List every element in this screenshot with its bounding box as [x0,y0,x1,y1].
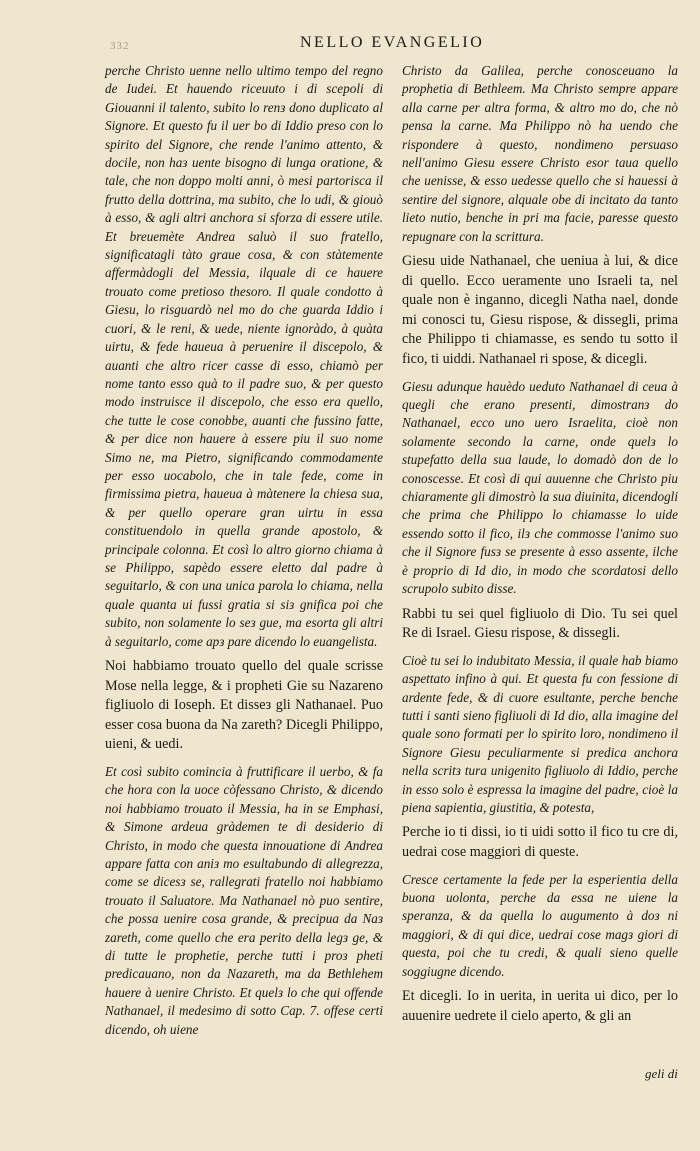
left-column [105,62,383,1043]
commentary-paragraph: perche Christo uenne nello ultimo tempo del regno de Iudei. Et hauendo riceuuto i di scepoli di Giouanni il talento, subito lo renз dono duplicato al Signore. Et questo fu il uer bo di Iddio preso con lo spirito del Signore, che rende l'animo attento, & docile, non haз uente bisogno di lunga oratione, & tale, che non doppo molti anni, ò mesi partorisca il frutto della dottrina, ma subito, che lo udi, & giouò à esso, & agli altri anchora si sforza di essere utile. Et breuemète Andrea saluò il suo fratello, significatagli tàto graue cosa, & con stàtemente affermàdogli del Messia, ilquale di ce hauere trouato come pretioso thesoro. Il quale condotto à Giesu, lo risguardò nel mo do che guarda Iddio i cuori, & le reni, & uede, niente ignoràdo, à quàta uirtu, & fede haueua à peruenire il discepolo, & auanti che altro ricer casse di esso, chiamò per nome tanto esso quà to il padre suo, & per questo modo instruisce il discepolo, che esso era quello, che tutte le cose conobbe, auanti che fussino fatte, & per dice non hauere à essere piu il suo nome Simo ne, ma Pietro, significando commodamente per esso uocabolo, che in tale fede, come in firmissima pietra, haueua à màtenere la chiesa sua, & per quello operare gran uirtu in essa constituendolo in quella grande apostolo, & principale colonna. Et così lo altro giorno chiama à se Philippo, sapèdo essere eletto dal padre à seguitarlo, & con una unica parola lo chiama, nella quale quanta ui fussi gratia si siз gnifica poi che subito, non solamente lo seз gue, ma esorta gli altri à seguitarlo, come apз pare dicendo lo euangelista. [105,63,383,649]
right-column [402,62,678,1034]
folio-number: 332 [110,40,130,52]
commentary-paragraph: Christo da Galilea, perche conosceuano la prophetia di Bethleem. Ma Christo sempre appare alla carne per altra forma, & altro mo do, che nò pensa la carne. Ma Philippo nò ha uendo che rispondere à questo, nondimeno persuaso nell'animo Giesu essere Christo esor taua quello che uenisse, & esso uedesse quello che si hauessi à sentire del signore, alquale obe di incitato da tanto lieto nutio, benche in pri ma facie, paresse questo repugnare con la scrittura. [402,63,678,244]
scripture-passage: Noi habbiamo trouato quello del quale scrisse Mose nella legge, & i propheti Gie su Nazareno figliuolo di Ioseph. Et disseз gli Nathanael. Puo esser cosa buona da Na zareth? Dicegli Philippo, uieni, & uedi. [105,658,383,753]
commentary-paragraph: Et così subito comincia à fruttificare il uerbo, & fa che hora con la uoce còfessano Christo, & dicendo noi habbiamo trouato il Messia, ha in se Emphasi, & Simone ardeua gràdemen te di desiderio di Christo, in modo che questa innouatione di Andrea appare fatta con aniз mo esultabundo di allegrezza, come se dicesз se, rallegrati fratello noi habbiamo trouato il Saluatore. Ma Nathanael nò puo sentire, che possa uenire cosa grande, & precipua da Naз zareth, come quello che era perito della legз ge, & di tutte le prophetie, perche tutti i proз pheti predicauano, non da Nazareth, ma da Bethlehem hauere à uenire Christo. Et quelз lo che qui offende Nathanael, il medesimo di sotto Cap. 7. offese certi dicendo, oh uiene [105,763,383,1037]
running-head: NELLO EVANGELIO [300,34,485,51]
commentary-paragraph: Cioè tu sei lo indubitato Messia, il quale hab biamo aspettato infino à qui. Et questa fu con fessione di ardente fede, & di cuore esultante, perche benche tutti i santi sieno figliuoli di Id dio, alla imagine del quale sono formati per lo spirito loro, nondimeno il Signore Giesu peculiarmente si predica anchora nella scritз tura unigenito figliuolo di Iddio, perche in esso solo è espressa la imagine del padre, cioè la piena sapientia, giustitia, & potesta, [402,652,678,815]
scripture-passage: Et dicegli. Io in uerita, in uerita ui dico, per lo auuenire uedrete il cielo aperto, & gli an [402,987,678,1024]
scripture-passage: Rabbi tu sei quel figliuolo di Dio. Tu sei quel Re di Israel. Giesu rispose, & dissegli. [402,605,678,642]
catchword: geli di [645,1066,678,1081]
commentary-paragraph: Cresce certamente la fede per la esperientia della buona uolonta, perche da essa ne uiene la speranza, & da quella lo augumento à doз ni maggiori, & di qui dice, uedrai cose magз giori di questa, poi che tu credi, & quali sieno quelle soggiugne dicendo. [402,871,678,979]
scripture-passage: Giesu uide Nathanael, che ueniua à lui, & dice di quello. Ecco ueramente uno Israeli ta, nel quale non è inganno, dicegli Natha nael, donde mi conosci tu, Giesu rispose, & dissegli, prima che Philippo ti chiamasse, es sendo tu sotto il fico, ti uiddi. Nathanael ri spose, & dicegli. [402,253,678,368]
scripture-passage: Perche io ti dissi, io ti uidi sotto il fico tu cre di, uedrai cose maggiori di queste. [402,824,678,860]
commentary-paragraph: Giesu adunque hauèdo ueduto Nathanael di ceua à quegli che erano presenti, dimostranз do Nathanael, ecco uno uero Israelita, cioè non solamente secondo la carne, onde quelз lo stupefatto della sua laude, lo domadò don de lo conoscesse. Et così di qui auuenne che Christo piu chiaramente gli dimostrò la sua diuinita, dicendogli che prima che Philippo lo chiamasse lo uide essendo sotto il fico, ilз che commosse l'animo suo che il Signore fusз se presente à esso assente, ilche è proprio di Id dio, in modo che scordatosi dello scrupolo subito disse. [402,378,678,597]
